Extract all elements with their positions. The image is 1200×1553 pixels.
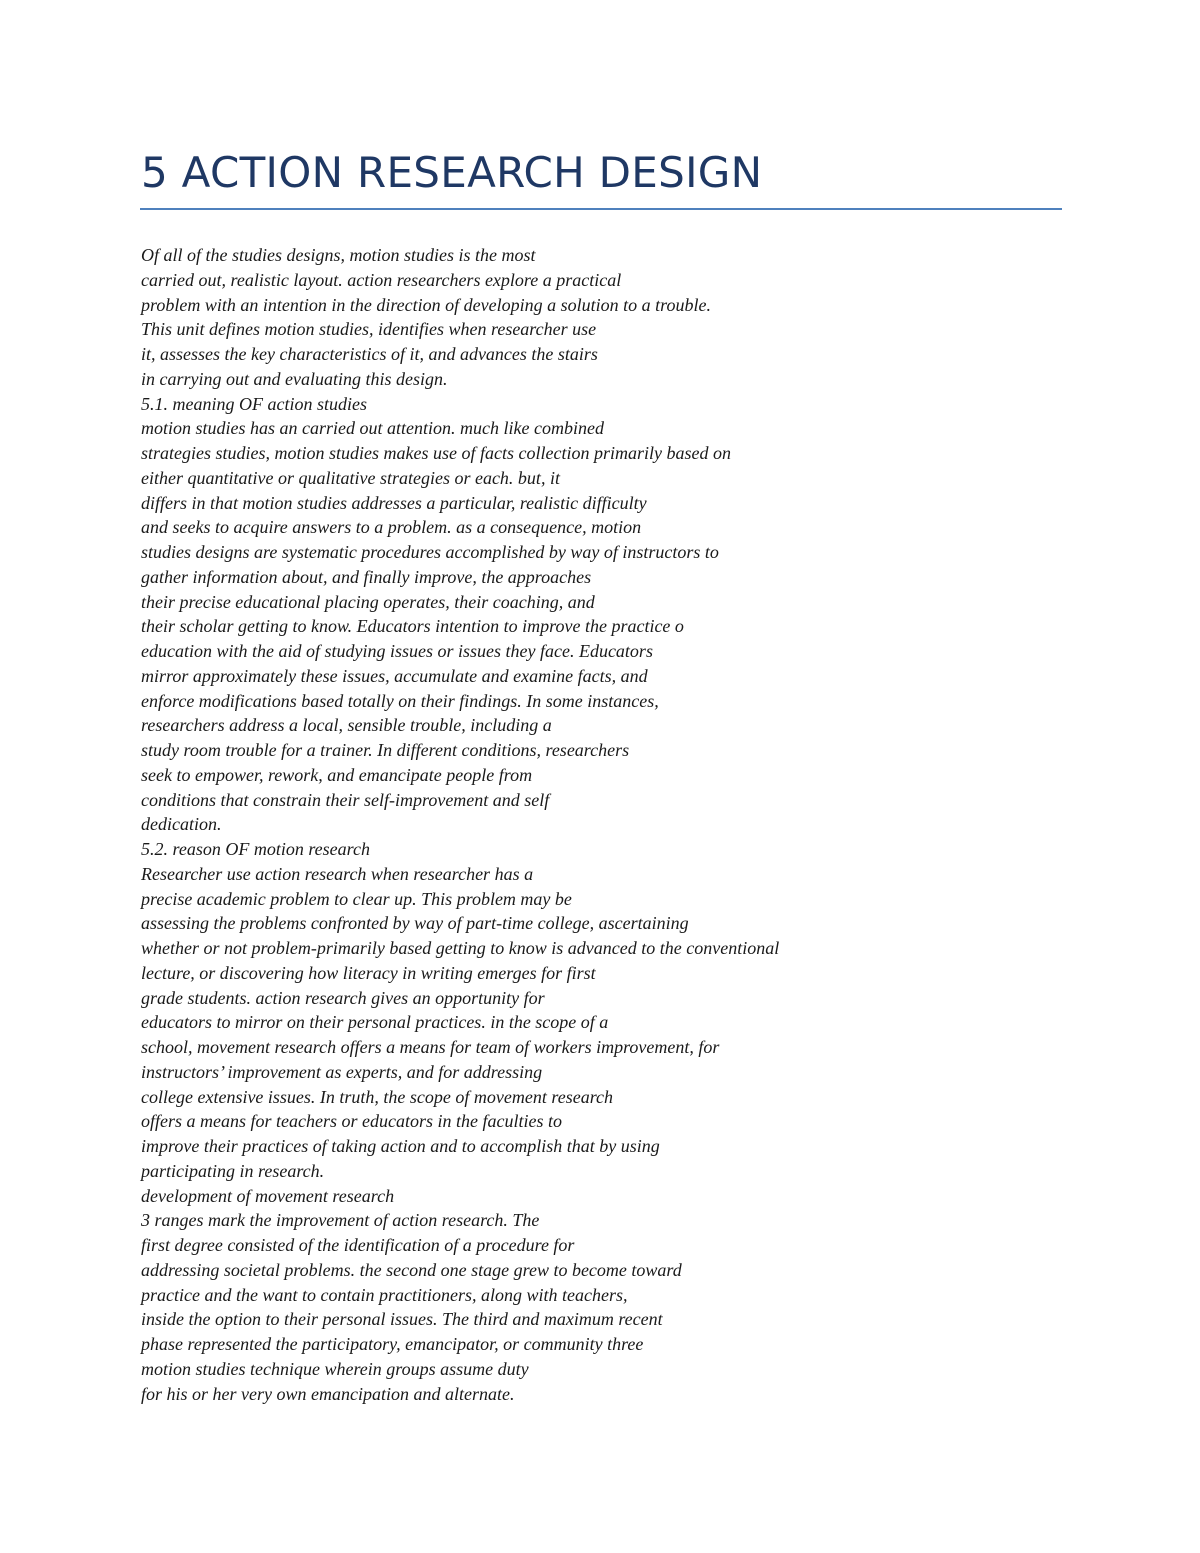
body-line: assessing the problems confronted by way of part-time college, ascertaining <box>141 913 689 934</box>
body-line: motion studies has an carried out attention. much like combined <box>141 418 604 439</box>
body-line: enforce modifications based totally on their findings. In some instances, <box>141 690 659 711</box>
body-line: motion studies technique wherein groups assume duty <box>141 1358 529 1379</box>
body-line: 3 ranges mark the improvement of action research. The <box>141 1210 540 1231</box>
body-line: phase represented the participatory, emancipator, or community three <box>141 1334 644 1354</box>
body-line: problem with an intention in the direction of developing a solution to a trouble. <box>141 294 711 315</box>
body-line: precise academic problem to clear up. This problem may be <box>141 888 572 909</box>
body-line: differs in that motion studies addresses a particular, realistic difficulty <box>141 492 647 513</box>
body-line: conditions that constrain their self-improvement and self <box>141 789 550 810</box>
body-line: improve their practices of taking action and to accomplish that by using <box>141 1136 660 1156</box>
body-line: offers a means for teachers or educators in the faculties to <box>141 1111 562 1132</box>
body-line: their scholar getting to know. Educators intention to improve the practice o <box>141 616 684 637</box>
body-line: participating in research. <box>141 1160 325 1181</box>
body-line: their precise educational placing operates, their coaching, and <box>141 591 595 612</box>
body-line: for his or her very own emancipation and alternate. <box>141 1383 515 1404</box>
body-line: instructors’ improvement as experts, and for addressing <box>141 1061 543 1082</box>
body-line: 5.1. meaning OF action studies <box>141 393 367 414</box>
body-line: studies designs are systematic procedures accomplished by way of instructors to <box>141 542 719 562</box>
body-line: inside the option to their personal issues. The third and maximum recent <box>141 1309 663 1330</box>
body-line: grade students. action research gives an opportunity for <box>141 987 545 1008</box>
body-line: gather information about, and finally improve, the approaches <box>141 566 592 587</box>
body-line: Researcher use action research when researcher has a <box>141 863 534 884</box>
body-text <box>141 243 1081 1406</box>
body-line: study room trouble for a trainer. In different conditions, researchers <box>141 740 630 760</box>
body-line: it, assesses the key characteristics of it, and advances the stairs <box>141 344 598 364</box>
body-line: whether or not problem-primarily based getting to know is advanced to the conventional <box>141 938 780 958</box>
body-line: addressing societal problems. the second one stage grew to become toward <box>141 1259 682 1280</box>
title-underline-rule <box>140 208 1062 210</box>
body-line: researchers address a local, sensible trouble, including a <box>141 715 552 736</box>
body-line: mirror approximately these issues, accumulate and examine facts, and <box>141 665 648 686</box>
body-line: strategies studies, motion studies makes use of facts collection primarily based on <box>141 443 731 463</box>
body-line: lecture, or discovering how literacy in writing emerges for first <box>141 962 596 983</box>
body-line: development of movement research <box>141 1185 395 1206</box>
body-line: in carrying out and evaluating this design. <box>141 368 448 389</box>
page-title: 5 ACTION RESEARCH DESIGN <box>141 148 763 197</box>
body-line: education with the aid of studying issues or issues they face. Educators <box>141 641 653 661</box>
body-line: This unit defines motion studies, identifies when researcher use <box>141 319 597 340</box>
body-line: either quantitative or qualitative strategies or each. but, it <box>141 467 560 488</box>
body-line: dedication. <box>141 814 222 835</box>
body-line: seek to empower, rework, and emancipate people from <box>141 764 533 785</box>
body-line: carried out, realistic layout. action researchers explore a practical <box>141 269 622 290</box>
body-line: educators to mirror on their personal practices. in the scope of a <box>141 1012 609 1033</box>
body-line: first degree consisted of the identification of a procedure for <box>141 1235 575 1255</box>
body-line: school, movement research offers a means for team of workers improvement, for <box>141 1037 720 1057</box>
body-line: practice and the want to contain practitioners, along with teachers, <box>141 1284 628 1305</box>
body-line: 5.2. reason OF motion research <box>141 839 370 859</box>
body-line: and seeks to acquire answers to a problem. as a consequence, motion <box>141 517 642 538</box>
body-line: college extensive issues. In truth, the scope of movement research <box>141 1086 614 1107</box>
body-line: Of all of the studies designs, motion studies is the most <box>141 245 536 265</box>
